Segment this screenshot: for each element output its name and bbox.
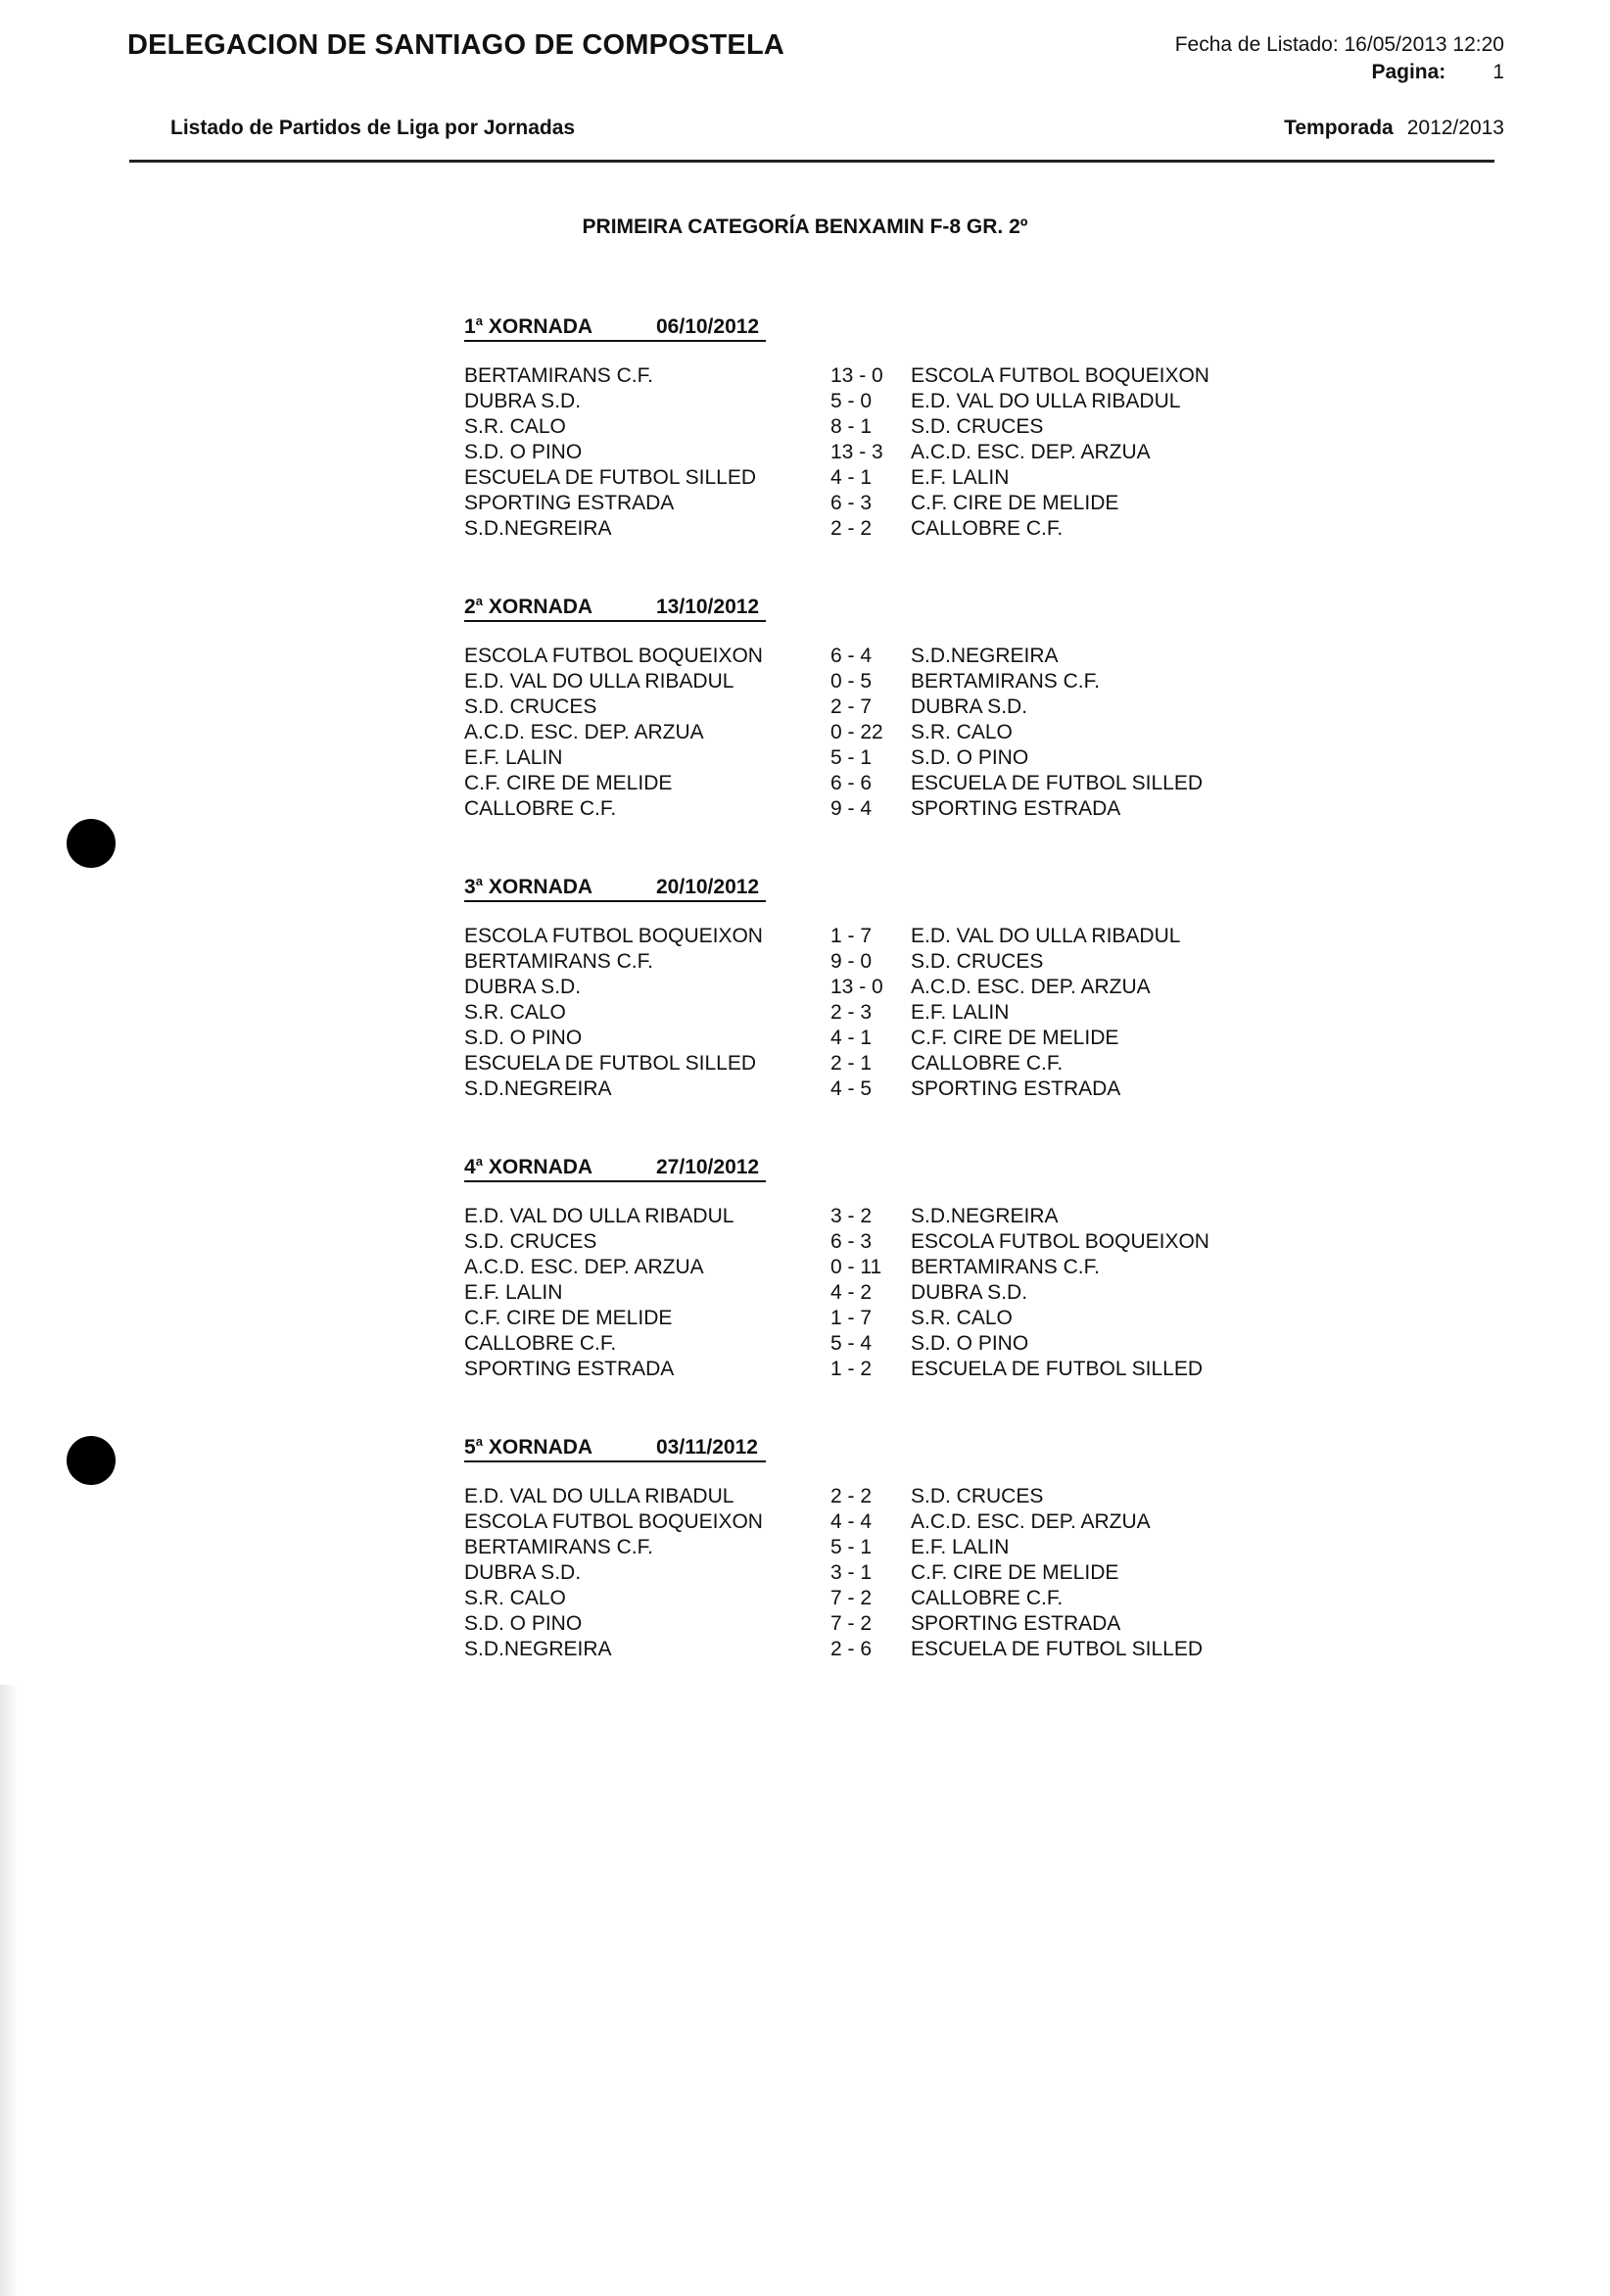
category-title: PRIMEIRA CATEGORÍA BENXAMIN F-8 GR. 2º: [582, 215, 1028, 238]
jornada-heading: [464, 1156, 1248, 1185]
match-score: 2 - 3: [830, 1001, 873, 1024]
match-row: [464, 1638, 1248, 1663]
home-team: S.D. CRUCES: [464, 1230, 597, 1253]
match-row: [464, 1256, 1248, 1281]
match-row: [464, 517, 1248, 543]
match-row: [464, 950, 1248, 976]
jornada-ordinal: a: [475, 1434, 483, 1449]
home-team: S.D. O PINO: [464, 1027, 583, 1049]
match-score: 5 - 1: [830, 746, 873, 769]
away-team: C.F. CIRE DE MELIDE: [911, 492, 1119, 514]
match-score: 6 - 3: [830, 492, 873, 514]
match-score: 6 - 3: [830, 1230, 873, 1253]
match-score: 13 - 0: [830, 976, 883, 998]
away-team: SPORTING ESTRADA: [911, 797, 1121, 820]
home-team: E.F. LALIN: [464, 1281, 563, 1304]
home-team: S.R. CALO: [464, 415, 566, 438]
away-team: ESCOLA FUTBOL BOQUEIXON: [911, 1230, 1209, 1253]
away-team: ESCUELA DE FUTBOL SILLED: [911, 1358, 1203, 1380]
match-row: [464, 1332, 1248, 1358]
match-row: [464, 976, 1248, 1001]
home-team: S.D.NEGREIRA: [464, 517, 612, 540]
match-list: [464, 1485, 1248, 1663]
home-team: E.D. VAL DO ULLA RIBADUL: [464, 670, 734, 693]
match-row: [464, 1358, 1248, 1383]
jornada-title: [464, 1436, 592, 1459]
match-row: [464, 1052, 1248, 1077]
match-row: [464, 645, 1248, 670]
match-row: [464, 1307, 1248, 1332]
match-score: 4 - 1: [830, 1027, 873, 1049]
jornada-ordinal: a: [475, 1154, 483, 1169]
away-team: DUBRA S.D.: [911, 695, 1028, 718]
match-score: 2 - 2: [830, 517, 873, 540]
jornada-heading: [464, 1436, 1248, 1465]
home-team: E.F. LALIN: [464, 746, 563, 769]
match-score: 2 - 2: [830, 1485, 873, 1507]
jornada-underline: [464, 1460, 766, 1462]
home-team: ESCOLA FUTBOL BOQUEIXON: [464, 925, 763, 947]
match-score: 13 - 0: [830, 364, 883, 387]
match-score: 0 - 5: [830, 670, 873, 693]
jornada-block: [464, 1436, 1248, 1663]
home-team: A.C.D. ESC. DEP. ARZUA: [464, 1256, 704, 1278]
match-row: [464, 1612, 1248, 1638]
match-score: 3 - 1: [830, 1561, 873, 1584]
home-team: SPORTING ESTRADA: [464, 492, 675, 514]
punch-hole: [67, 1436, 116, 1485]
away-team: A.C.D. ESC. DEP. ARZUA: [911, 976, 1151, 998]
home-team: ESCUELA DE FUTBOL SILLED: [464, 1052, 756, 1075]
punch-hole: [67, 819, 116, 868]
match-row: [464, 772, 1248, 797]
jornada-title: [464, 876, 592, 899]
jornada-date: 20/10/2012: [656, 876, 760, 898]
away-team: DUBRA S.D.: [911, 1281, 1028, 1304]
match-row: [464, 466, 1248, 492]
match-score: 6 - 6: [830, 772, 873, 794]
match-list: [464, 645, 1248, 823]
match-row: [464, 492, 1248, 517]
match-score: 5 - 4: [830, 1332, 873, 1355]
home-team: E.D. VAL DO ULLA RIBADUL: [464, 1205, 734, 1227]
away-team: ESCUELA DE FUTBOL SILLED: [911, 1638, 1203, 1660]
away-team: S.D. O PINO: [911, 1332, 1029, 1355]
away-team: A.C.D. ESC. DEP. ARZUA: [911, 1510, 1151, 1533]
match-row: [464, 1001, 1248, 1027]
listing-date-value: 16/05/2013 12:20: [1344, 33, 1504, 56]
match-score: 1 - 7: [830, 925, 873, 947]
away-team: S.D. CRUCES: [911, 950, 1044, 973]
home-team: DUBRA S.D.: [464, 976, 582, 998]
jornada-number: 4: [464, 1156, 476, 1178]
away-team: ESCOLA FUTBOL BOQUEIXON: [911, 364, 1209, 387]
match-row: [464, 746, 1248, 772]
away-team: BERTAMIRANS C.F.: [911, 670, 1100, 693]
match-score: 5 - 0: [830, 390, 873, 412]
match-row: [464, 1536, 1248, 1561]
jornada-number: 3: [464, 876, 476, 898]
match-score: 5 - 1: [830, 1536, 873, 1558]
match-score: 0 - 11: [830, 1256, 882, 1278]
jornada-underline: [464, 900, 766, 902]
jornada-label: XORNADA: [488, 1436, 593, 1459]
jornada-block: [464, 876, 1248, 1103]
jornada-ordinal: a: [475, 594, 483, 608]
home-team: BERTAMIRANS C.F.: [464, 364, 653, 387]
jornada-block: [464, 596, 1248, 823]
jornada-date: 03/11/2012: [656, 1436, 758, 1459]
jornada-underline: [464, 340, 766, 342]
home-team: CALLOBRE C.F.: [464, 797, 617, 820]
match-score: 4 - 4: [830, 1510, 873, 1533]
jornada-title: [464, 1156, 592, 1179]
jornada-underline: [464, 620, 766, 622]
away-team: S.D. CRUCES: [911, 1485, 1044, 1507]
away-team: A.C.D. ESC. DEP. ARZUA: [911, 441, 1151, 463]
match-score: 4 - 2: [830, 1281, 873, 1304]
jornada-heading: [464, 876, 1248, 905]
home-team: ESCOLA FUTBOL BOQUEIXON: [464, 645, 763, 667]
home-team: CALLOBRE C.F.: [464, 1332, 617, 1355]
listing-subtitle: Listado de Partidos de Liga por Jornadas: [170, 117, 576, 139]
away-team: E.F. LALIN: [911, 1001, 1010, 1024]
match-row: [464, 1587, 1248, 1612]
home-team: S.D. CRUCES: [464, 695, 597, 718]
home-team: S.D.NEGREIRA: [464, 1638, 612, 1660]
jornada-heading: [464, 315, 1248, 345]
match-score: 7 - 2: [830, 1612, 873, 1635]
jornada-label: XORNADA: [488, 1156, 593, 1178]
away-team: CALLOBRE C.F.: [911, 517, 1064, 540]
match-row: [464, 441, 1248, 466]
jornada-underline: [464, 1180, 766, 1182]
away-team: CALLOBRE C.F.: [911, 1587, 1064, 1609]
away-team: S.R. CALO: [911, 1307, 1013, 1329]
home-team: S.D.NEGREIRA: [464, 1077, 612, 1100]
home-team: C.F. CIRE DE MELIDE: [464, 1307, 673, 1329]
home-team: E.D. VAL DO ULLA RIBADUL: [464, 1485, 734, 1507]
away-team: SPORTING ESTRADA: [911, 1612, 1121, 1635]
page-number-value: 1: [1492, 61, 1504, 83]
listing-date: [1175, 33, 1504, 57]
home-team: ESCUELA DE FUTBOL SILLED: [464, 466, 756, 489]
home-team: S.R. CALO: [464, 1587, 566, 1609]
jornada-date: 06/10/2012: [656, 315, 760, 338]
match-score: 0 - 22: [830, 721, 883, 743]
match-row: [464, 1027, 1248, 1052]
delegation-title: DELEGACION DE SANTIAGO DE COMPOSTELA: [127, 29, 785, 61]
match-score: 2 - 1: [830, 1052, 873, 1075]
home-team: C.F. CIRE DE MELIDE: [464, 772, 673, 794]
home-team: S.D. O PINO: [464, 1612, 583, 1635]
jornada-block: [464, 1156, 1248, 1383]
jornada-label: XORNADA: [488, 315, 593, 338]
jornada-number: 2: [464, 596, 476, 618]
jornada-ordinal: a: [475, 313, 483, 328]
match-score: 9 - 0: [830, 950, 873, 973]
away-team: ESCUELA DE FUTBOL SILLED: [911, 772, 1203, 794]
season-label: Temporada: [1284, 117, 1394, 139]
match-score: 1 - 2: [830, 1358, 873, 1380]
home-team: SPORTING ESTRADA: [464, 1358, 675, 1380]
match-row: [464, 797, 1248, 823]
away-team: E.F. LALIN: [911, 1536, 1010, 1558]
page-number: [1371, 61, 1504, 84]
match-row: [464, 670, 1248, 695]
away-team: S.D.NEGREIRA: [911, 1205, 1059, 1227]
match-row: [464, 721, 1248, 746]
away-team: C.F. CIRE DE MELIDE: [911, 1027, 1119, 1049]
match-list: [464, 925, 1248, 1103]
home-team: DUBRA S.D.: [464, 1561, 582, 1584]
match-row: [464, 1561, 1248, 1587]
home-team: S.R. CALO: [464, 1001, 566, 1024]
home-team: S.D. O PINO: [464, 441, 583, 463]
home-team: DUBRA S.D.: [464, 390, 582, 412]
jornada-date: 27/10/2012: [656, 1156, 760, 1178]
home-team: A.C.D. ESC. DEP. ARZUA: [464, 721, 704, 743]
jornada-title: [464, 315, 592, 339]
match-score: 4 - 1: [830, 466, 873, 489]
jornada-title: [464, 596, 592, 619]
match-score: 6 - 4: [830, 645, 873, 667]
jornada-block: [464, 315, 1248, 543]
match-row: [464, 1230, 1248, 1256]
match-score: 2 - 7: [830, 695, 873, 718]
header-divider: [129, 160, 1494, 163]
match-row: [464, 1205, 1248, 1230]
match-row: [464, 415, 1248, 441]
match-score: 13 - 3: [830, 441, 883, 463]
match-row: [464, 1077, 1248, 1103]
season: [1284, 117, 1504, 140]
jornada-ordinal: a: [475, 874, 483, 888]
match-score: 1 - 7: [830, 1307, 873, 1329]
match-row: [464, 364, 1248, 390]
away-team: S.D. O PINO: [911, 746, 1029, 769]
match-score: 8 - 1: [830, 415, 873, 438]
match-score: 7 - 2: [830, 1587, 873, 1609]
jornada-number: 5: [464, 1436, 476, 1459]
scan-edge-shadow: [0, 1685, 18, 2296]
away-team: E.F. LALIN: [911, 466, 1010, 489]
match-list: [464, 1205, 1248, 1383]
away-team: S.R. CALO: [911, 721, 1013, 743]
away-team: C.F. CIRE DE MELIDE: [911, 1561, 1119, 1584]
away-team: SPORTING ESTRADA: [911, 1077, 1121, 1100]
match-row: [464, 1281, 1248, 1307]
match-score: 3 - 2: [830, 1205, 873, 1227]
match-score: 9 - 4: [830, 797, 873, 820]
home-team: BERTAMIRANS C.F.: [464, 1536, 653, 1558]
match-row: [464, 1510, 1248, 1536]
match-row: [464, 925, 1248, 950]
away-team: E.D. VAL DO ULLA RIBADUL: [911, 925, 1181, 947]
home-team: BERTAMIRANS C.F.: [464, 950, 653, 973]
jornada-heading: [464, 596, 1248, 625]
match-score: 2 - 6: [830, 1638, 873, 1660]
page-number-label: Pagina:: [1371, 61, 1446, 83]
jornada-number: 1: [464, 315, 476, 338]
match-row: [464, 390, 1248, 415]
season-value: 2012/2013: [1406, 117, 1504, 139]
away-team: S.D. CRUCES: [911, 415, 1044, 438]
home-team: ESCOLA FUTBOL BOQUEIXON: [464, 1510, 763, 1533]
match-row: [464, 1485, 1248, 1510]
jornada-label: XORNADA: [488, 876, 593, 898]
match-row: [464, 695, 1248, 721]
away-team: CALLOBRE C.F.: [911, 1052, 1064, 1075]
away-team: E.D. VAL DO ULLA RIBADUL: [911, 390, 1181, 412]
listing-date-label: Fecha de Listado:: [1174, 33, 1339, 56]
match-score: 4 - 5: [830, 1077, 873, 1100]
match-list: [464, 364, 1248, 543]
away-team: BERTAMIRANS C.F.: [911, 1256, 1100, 1278]
jornada-date: 13/10/2012: [656, 596, 760, 618]
jornada-label: XORNADA: [488, 596, 593, 618]
away-team: S.D.NEGREIRA: [911, 645, 1059, 667]
